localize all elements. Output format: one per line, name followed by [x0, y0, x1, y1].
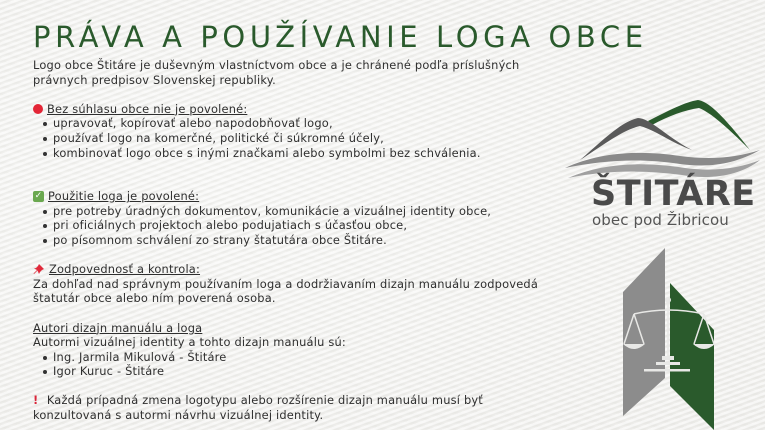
- list-item: pri oficiálnych projektoch alebo podujatiach s účasťou obce,: [42, 218, 603, 233]
- list-item: pre potreby úradných dokumentov, komunikácie a vizuálnej identity obce,: [42, 204, 603, 219]
- notice-line-1: [33, 393, 603, 408]
- logo-name: ŠTITÁRE: [591, 174, 756, 214]
- responsibility-line-2: štatutár obce alebo ním poverená osoba.: [33, 291, 276, 306]
- intro-line-1: Logo obce Štitáre je duševným vlastníctvom obce a je chránené podľa príslušných: [33, 58, 520, 72]
- responsibility-heading-label: Zodpovednosť a kontrola:: [49, 262, 201, 277]
- allowed-list: [33, 204, 603, 248]
- page-title: PRÁVA A POUŽÍVANIE LOGA OBCE: [33, 20, 648, 54]
- list-item: Ing. Jarmila Mikulová - Štitáre: [42, 350, 603, 365]
- prohibited-list: [33, 116, 603, 160]
- responsibility-heading: [33, 262, 603, 277]
- scales-of-justice-emblem-icon: [620, 248, 716, 430]
- rules-content: [33, 58, 603, 423]
- notice-text-1: Každá prípadná zmena logotypu alebo rozšírenie dizajn manuálu musí byť: [46, 393, 483, 408]
- red-circle-icon: [33, 104, 43, 114]
- responsibility-line-1: Za dohľad nad správnym používaním loga a dodržiavaním dizajn manuálu zodpovedá: [33, 276, 539, 291]
- check-mark-icon: ✓: [34, 190, 43, 201]
- notice-line-2: konzultovaná s autormi návrhu vizuálnej identity.: [33, 408, 324, 423]
- logo-subtitle: obec pod Žibricou: [592, 211, 729, 229]
- allowed-heading: [33, 189, 603, 204]
- authors-heading: [33, 321, 603, 336]
- list-item: upravovať, kopírovať alebo napodobňovať logo,: [42, 116, 603, 131]
- pushpin-icon: [33, 263, 45, 275]
- authors-list: [33, 350, 603, 379]
- exclamation-icon: !: [33, 393, 39, 408]
- prohibited-heading-label: Bez súhlasu obce nie je povolené:: [47, 101, 248, 116]
- prohibited-heading: [33, 102, 603, 117]
- list-item: po písomnom schválení zo strany štatutára obce Štitáre.: [42, 233, 603, 248]
- intro-line-2: právnych predpisov Slovenskej republiky.: [33, 72, 276, 87]
- allowed-heading-label: Použitie loga je povolené:: [48, 189, 200, 204]
- list-item: Igor Kuruc - Štitáre: [42, 364, 603, 379]
- authors-intro: Autormi vizuálnej identity a tohto dizajn manuálu sú:: [33, 335, 346, 350]
- list-item: používať logo na komerčné, politické či súkromné účely,: [42, 131, 603, 146]
- list-item: kombinovať logo obce s inými značkami alebo symbolmi bez schválenia.: [42, 146, 603, 161]
- authors-heading-label: Autori dizajn manuálu a loga: [33, 320, 203, 335]
